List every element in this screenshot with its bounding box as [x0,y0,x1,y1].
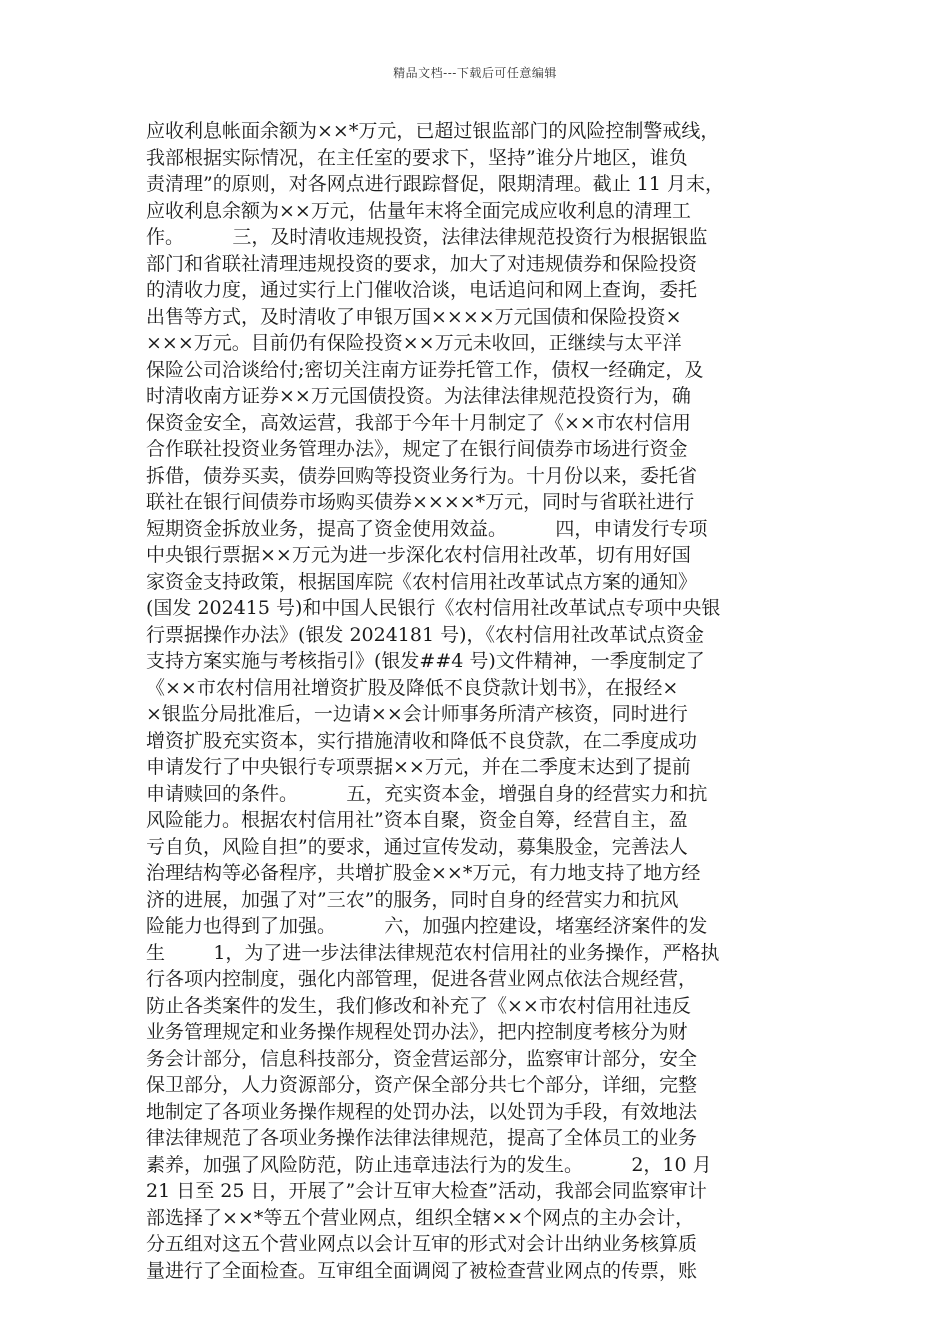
body-text-line: 的清收力度，通过实行上门催收洽谈，电话追问和网上查询，委托 [146,279,698,301]
page-header: 精品文档---下载后可任意编辑 [393,66,557,80]
body-text-line: 拆借，债券买卖，债券回购等投资业务行为。十月份以来，委托省 [146,464,698,487]
body-text-line: 业务管理规定和业务操作规程处罚办法》，把内控制度考核分为财 [146,1021,688,1043]
body-text-line: 我部根据实际情况，在主任室的要求下，坚持”谁分片地区，谁负 [146,146,688,169]
body-text-line: 支持方案实施与考核指引》(银发##4 号)文件精神，一季度制定了 [146,650,705,672]
body-text-line: (国发 202415 号)和中国人民银行《农村信用社改革试点专项中央银 [146,597,721,619]
body-text-line: 险能力也得到了加强。 六，加强内控建设，堵塞经济案件的发 [146,915,708,937]
body-text-line: 行票据操作办法》(银发 2024181 号)，《农村信用社改革试点资金 [146,623,705,646]
body-text-line: 防止各类案件的发生，我们修改和补充了《××市农村信用社违反 [146,994,691,1017]
body-text-line: ×××万元。目前仍有保险投资××万元未收回，正继续与太平洋 [146,332,682,354]
body-text-line: 申请发行了中央银行专项票据××万元，并在二季度末达到了提前 [146,756,691,778]
body-text-line: 分五组对这五个营业网点以会计互审的形式对会计出纳业务核算质 [146,1233,698,1255]
body-text-line: 短期资金拆放业务，提高了资金使用效益。 四，申请发行专项 [146,517,708,540]
body-text-line: 保卫部分，人力资源部分，资产保全部分共七个部分，详细，完整 [146,1074,698,1096]
body-text-line: 21 日至 25 日，开展了”会计互审大检查”活动，我部会同监察审计 [146,1180,707,1202]
body-text-line: 作。 三，及时清收违规投资，法律法律规范投资行为根据银监 [146,226,708,248]
body-text-line: 地制定了各项业务操作规程的处罚办法，以处罚为手段，有效地法 [146,1100,698,1123]
document-body [146,118,834,1284]
body-text-line: 《××市农村信用社增资扩股及降低不良贷款计划书》，在报经× [146,676,679,699]
body-text-line: 申请赎回的条件。 五，充实资本金，增强自身的经营实力和抗 [146,782,708,805]
body-text-line: 责清理”的原则，对各网点进行跟踪督促，限期清理。截止 11 月末， [146,173,724,195]
body-text-line: 合作联社投资业务管理办法》，规定了在银行间债券市场进行资金 [146,438,688,460]
body-text-line: 行各项内控制度，强化内部管理，促进各营业网点依法合规经营， [146,968,698,990]
body-text-line: 出售等方式，及时清收了申银万国××××万元国债和保险投资× [146,305,682,328]
body-text-line: 务会计部分，信息科技部分，资金营运部分，监察审计部分，安全 [146,1047,698,1070]
body-text-line: 部门和省联社清理违规投资的要求，加大了对违规债券和保险投资 [146,252,698,275]
body-text-line: 中央银行票据××万元为进一步深化农村信用社改革，切有用好国 [146,544,691,566]
body-text-line: 部选择了××*等五个营业网点，组织全辖××个网点的主办会计， [146,1206,695,1229]
body-text-line: 生 1，为了进一步法律法律规范农村信用社的业务操作，严格执 [146,941,720,964]
body-text-line: 增资扩股充实资本，实行措施清收和降低不良贷款，在二季度成功 [146,729,698,752]
body-text-line: 时清收南方证券××万元国债投资。为法律法律规范投资行为，确 [146,385,691,407]
body-text-line: 保资金安全，高效运营，我部于今年十月制定了《××市农村信用 [146,411,691,434]
body-text-line: 素养，加强了风险防范，防止违章违法行为的发生。 2，10 月 [146,1153,712,1176]
body-text-line: 应收利息帐面余额为××*万元，已超过银监部门的风险控制警戒线， [146,120,720,142]
body-text-line: 联社在银行间债券市场购买债券××××*万元，同时与省联社进行 [146,491,695,513]
body-text-line: 保险公司洽谈给付;密切关注南方证券托管工作，债权一经确定，及 [146,358,704,381]
body-text-line: 治理结构等必备程序，共增扩股金××*万元，有力地支持了地方经 [146,862,701,884]
body-text-line: 风险能力。根据农村信用社”资本自聚，资金自筹，经营自主，盈 [146,809,688,831]
body-text-line: ×银监分局批准后，一边请××会计师事务所清产核资，同时进行 [146,703,688,725]
body-text-line: 济的进展，加强了对”三农”的服务，同时自身的经营实力和抗风 [146,888,679,911]
body-text-line: 应收利息余额为××万元，估量年末将全面完成应收利息的清理工 [146,199,691,222]
body-text-line: 家资金支持政策，根据国库院《农村信用社改革试点方案的通知》 [146,570,698,593]
body-text-line: 量进行了全面检查。互审组全面调阅了被检查营业网点的传票，账 [146,1259,698,1282]
body-text-line: 律法律规范了各项业务操作法律法律规范，提高了全体员工的业务 [146,1127,698,1149]
body-text-line: 亏自负，风险自担”的要求，通过宣传发动，募集股金，完善法人 [146,835,688,858]
